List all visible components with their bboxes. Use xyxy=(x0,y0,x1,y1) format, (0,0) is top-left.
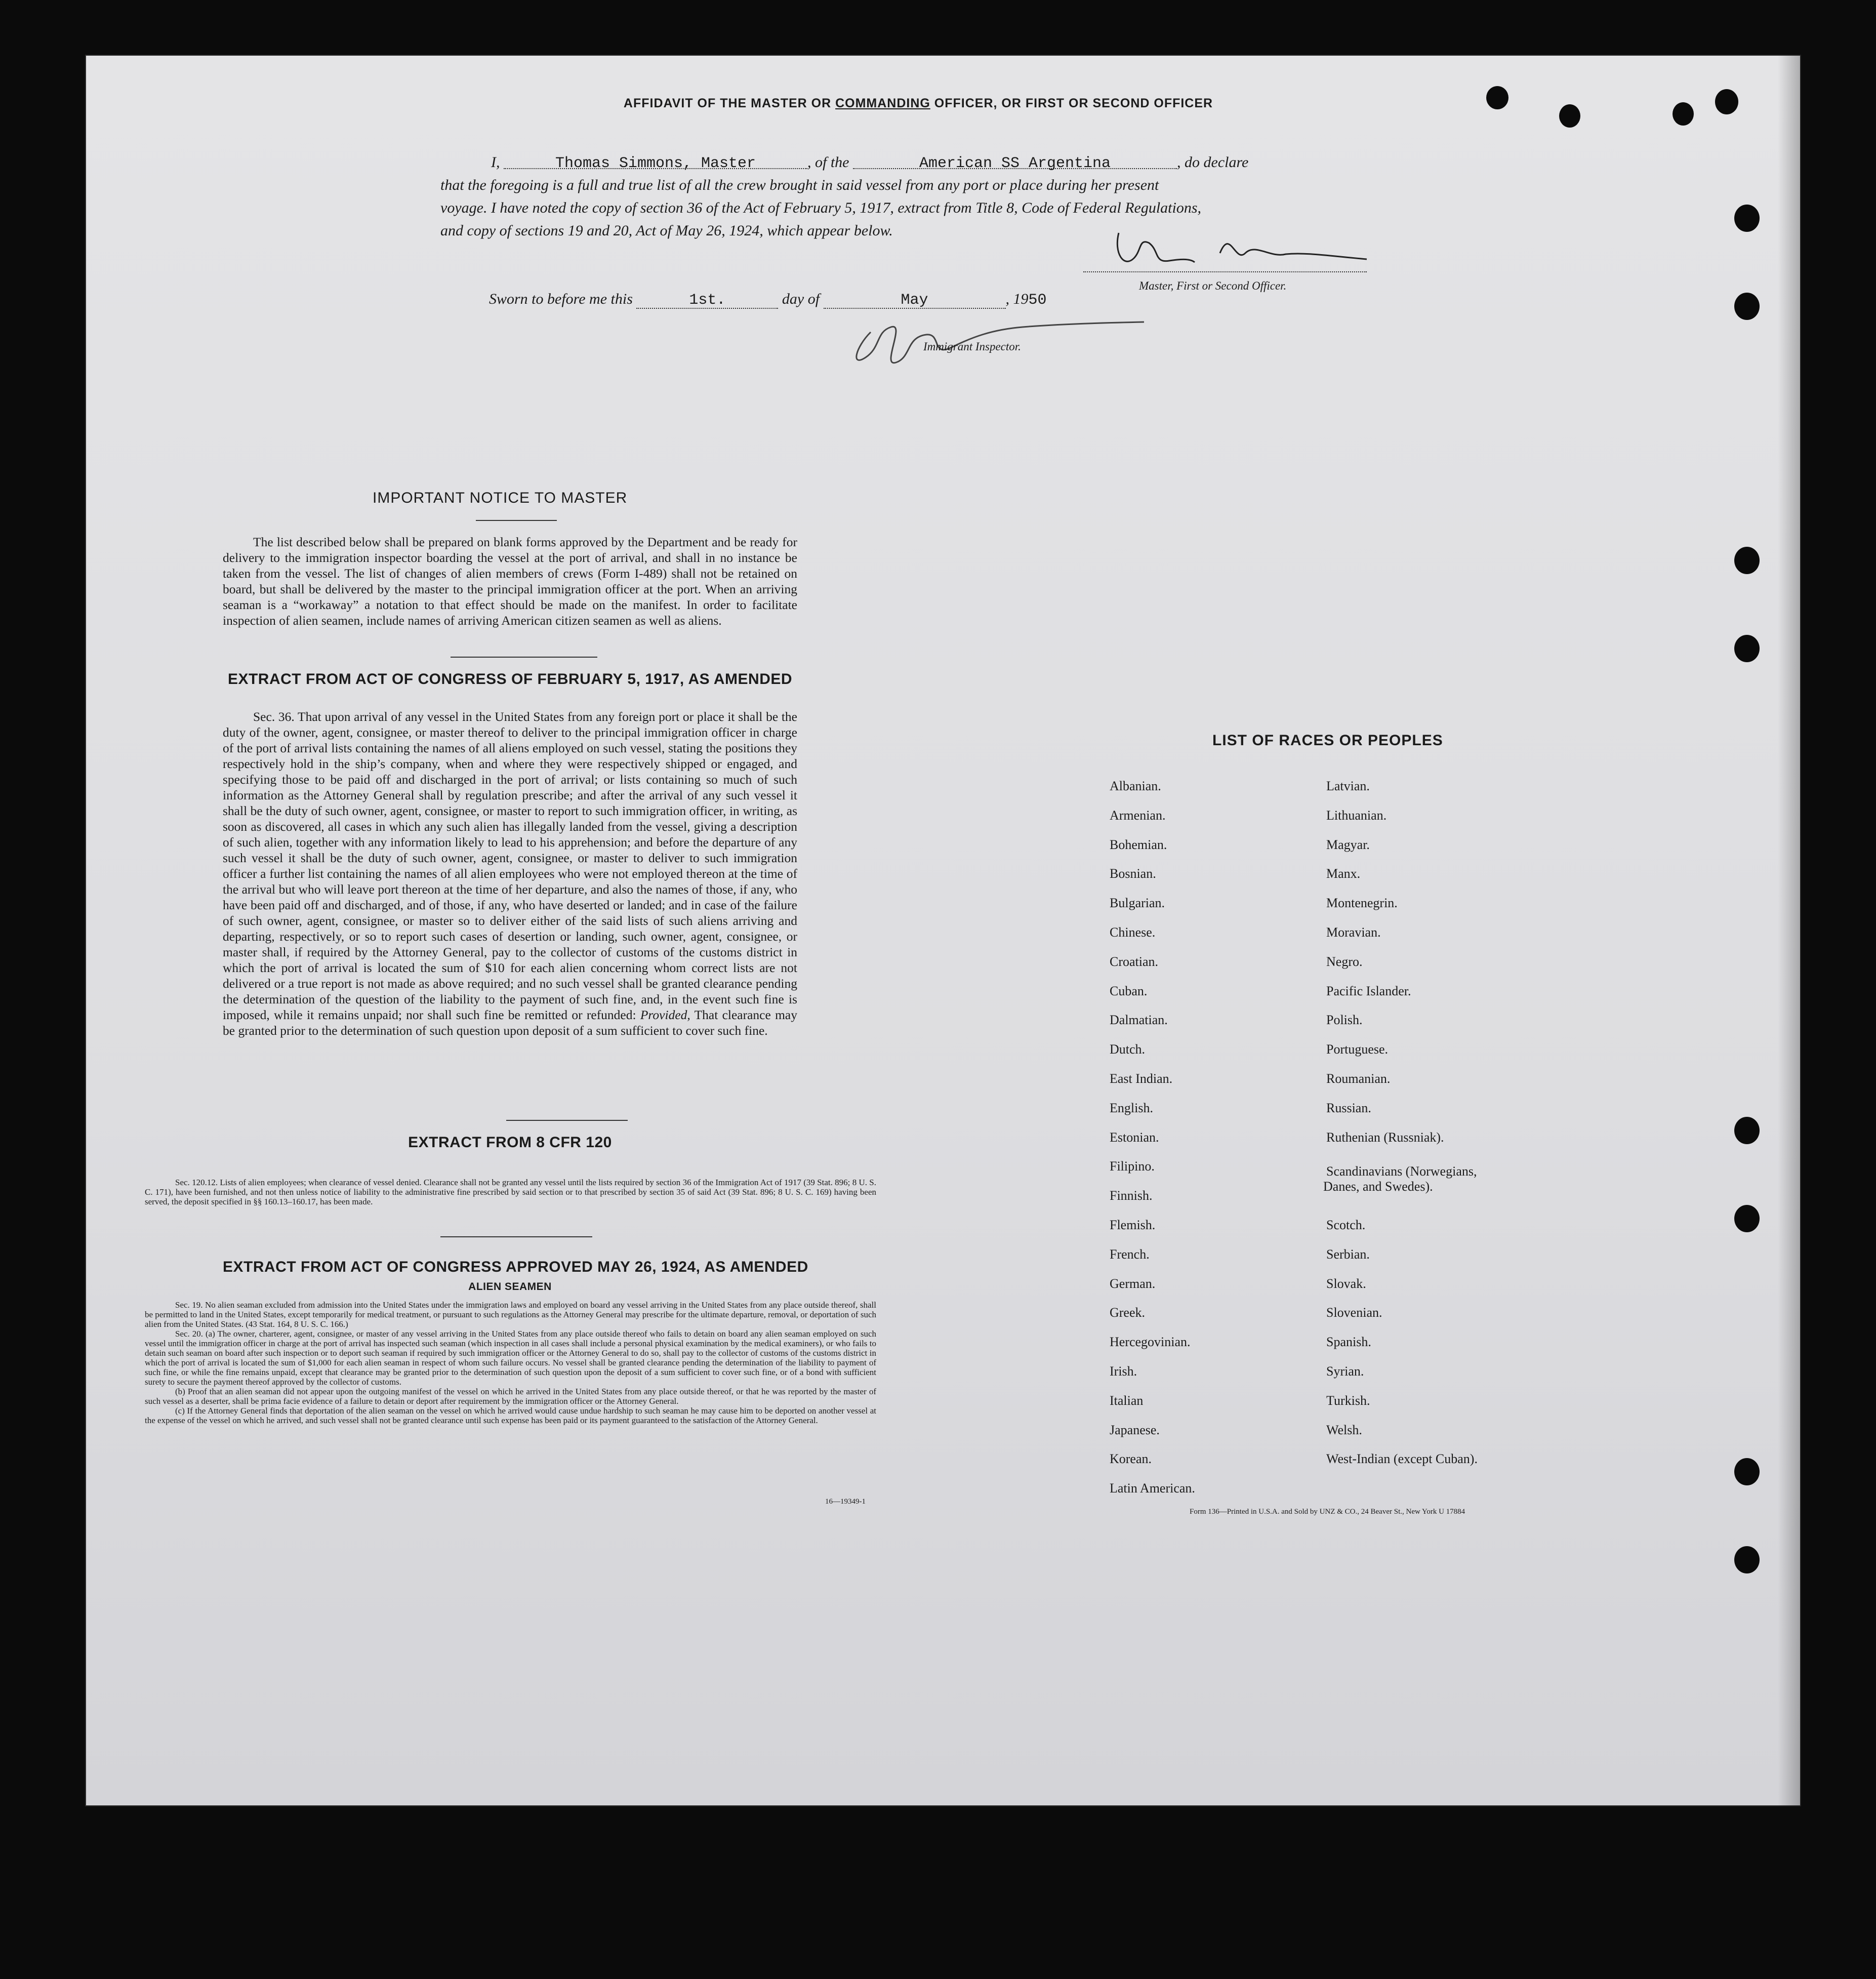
printer-imprint: Form 136—Printed in U.S.A. and Sold by UNZ & CO., 24 Beaver St., New York U 17884 xyxy=(1190,1508,1465,1516)
punch-hole xyxy=(1734,635,1760,662)
race-item: Hercegovinian. xyxy=(1110,1335,1191,1350)
race-item: Japanese. xyxy=(1110,1422,1160,1437)
sworn-month: May xyxy=(901,292,928,309)
act-1924-heading: EXTRACT FROM ACT OF CONGRESS APPROVED MAY 26, 1924, AS AMENDED xyxy=(223,1259,808,1275)
punch-hole xyxy=(1734,293,1760,320)
sworn-day: 1st. xyxy=(689,292,726,309)
race-item: Chinese. xyxy=(1110,925,1156,940)
race-item: Greek. xyxy=(1110,1305,1146,1320)
race-item: Magyar. xyxy=(1326,837,1370,852)
race-item: Manx. xyxy=(1326,866,1361,881)
race-item: Estonian. xyxy=(1110,1129,1159,1145)
race-item: Korean. xyxy=(1110,1451,1152,1467)
punch-hole xyxy=(1734,1546,1760,1573)
punch-hole xyxy=(1734,547,1760,574)
master-name: Thomas Simmons, Master xyxy=(555,155,756,172)
race-item: Armenian. xyxy=(1110,807,1166,823)
notice-text: The list described below shall be prepared on blank forms approved by the Department and be ready for delivery to the immigration inspector boarding the vessel at the port of arrival, and shall in no instance be taken from the vessel. The list of changes of alien members of crews (Form I-489) shall not be retained on board, but shall be delivered by the master to the principal immigration officer at the port. When an arriving seaman is a “workaway” a notation to that effect should be made on the manifest. In order to facilitate inspection of alien seamen, include names of arriving American citizen seamen as well as aliens. xyxy=(223,535,797,628)
race-item: Latvian. xyxy=(1326,779,1370,793)
page-edge-shadow xyxy=(1778,55,1801,1806)
race-item: Roumanian. xyxy=(1326,1071,1391,1086)
race-item: Moravian. xyxy=(1326,925,1381,940)
punch-hole xyxy=(1715,89,1738,114)
race-item: Croatian. xyxy=(1110,954,1159,969)
race-item: Cuban. xyxy=(1110,983,1148,998)
race-item: Flemish. xyxy=(1110,1218,1156,1232)
race-item: Pacific Islander. xyxy=(1326,983,1411,998)
race-item: German. xyxy=(1110,1276,1156,1291)
punch-hole xyxy=(1734,1458,1760,1485)
divider xyxy=(476,520,557,521)
inspector-caption: Immigrant Inspector. xyxy=(923,340,1021,353)
race-item: Scandinavians (Norwegians, xyxy=(1326,1164,1477,1179)
divider xyxy=(451,657,597,658)
race-item: Bohemian. xyxy=(1110,837,1167,852)
race-item: East Indian. xyxy=(1110,1071,1173,1086)
sworn-year: 50 xyxy=(1028,292,1047,309)
race-item: Italian xyxy=(1110,1393,1144,1408)
vessel-name: American SS Argentina xyxy=(919,155,1111,172)
race-item: Negro. xyxy=(1326,954,1363,969)
race-item: English. xyxy=(1110,1100,1153,1115)
race-item: Serbian. xyxy=(1326,1246,1370,1262)
act-1924-text: Sec. 19. No alien seaman excluded from admission into the United States under the immigration laws and employed on board any vessel arriving in the United States from any place outside thereof, shall be permitted to land in the United States, except temporarily for medical treatment, or pursuant to such regulations as the Attorney General may prescribe for the ultimate departure, removal, or deportation of such alien from the United States. (43 Stat. 164, 8 U. S. C. 166.) Sec. 20. (a) The owner, charterer, agent, consignee, or master of any vessel arriving in the United States from any place outside thereof who fails to detain on board any alien seaman employed on such vessel until the immigration officer in charge at the port of arrival has inspected such seaman (which inspection in all cases shall include a personal physical examination by the medical examiners), or who fails to detain such seaman on board after such inspection or to deport such seaman if required by such immigration officer or the Attorney General to do so, shall pay to the collector of customs of the customs district in which the port of arrival is located the sum of $1,000 for each alien seaman in respect of whom such failure occurs. No vessel shall be granted clearance pending the determination of the liability to payment of such fine, or while the fine remains unpaid, except that clearance may be granted prior to the determination of such question upon the deposit of a sum sufficient to cover such fine, or of a bond with sufficient surety to secure the payment thereof approved by the collector of customs. (b) Proof that an alien seaman did not appear upon the outgoing manifest of the vessel on which he arrived in the United States from any place outside thereof, or that he was reported by the master of such vessel as a deserter, shall be prima facie evidence of a failure to detain or deport after requirement by the immigration officer or the Attorney General. (c) If the Attorney General finds that deportation of the alien seaman on the vessel on which he arrived would cause undue hardship to such seaman he may cause him to be deported on another vessel at the expense of the vessel on which he arrived, and such vessel shall not be granted clearance until such expense has been paid or its payment guaranteed to the satisfaction of the Attorney General. xyxy=(145,1300,876,1425)
race-item: Slovenian. xyxy=(1326,1305,1382,1320)
race-item: Portuguese. xyxy=(1326,1042,1389,1057)
divider xyxy=(506,1120,628,1121)
race-item: Slovak. xyxy=(1326,1276,1366,1291)
race-item: Ruthenian (Russniak). xyxy=(1326,1129,1444,1145)
race-item: Finnish. xyxy=(1110,1188,1153,1203)
master-signature-line xyxy=(1083,271,1367,272)
race-item: Bulgarian. xyxy=(1110,896,1165,911)
act-1924-subheading: ALIEN SEAMEN xyxy=(468,1281,552,1293)
punch-hole xyxy=(1734,1205,1760,1232)
declaration-block: I, Thomas Simmons, Master , of the American SS Argentina , do declare that the foregoing is a full and true list of all the crew brought in said vessel from any port or place during her present voyage. I have noted the copy of section 36 of the Act of February 5, 1917, extract from Title 8, Code of Federal Regulations, and copy of sections 19 and 20, Act of May 26, 1924, which appear below. xyxy=(440,151,1397,242)
race-item: Filipino. xyxy=(1110,1159,1155,1174)
sworn-line: Sworn to before me this 1st. day of May , 1950 xyxy=(489,291,1047,309)
cfr-text: Sec. 120.12. Lists of alien employees; when clearance of vessel denied. Clearance shall not be granted any vessel until the lists required by section 36 of the Immigration Act of 1917 (39 Stat. 896; 8 U. S. C. 171), have been furnished, and not then unless notice of liability to the administrative fine prescribed by said section or to that prescribed by section 35 of said Act (39 Stat. 896; 8 U. S. C. 169) having been served, the deposit specified in §§ 160.13–160.17, has been made. xyxy=(145,1178,876,1206)
form-number: 16—19349-1 xyxy=(825,1498,866,1506)
races-heading: LIST OF RACES OR PEOPLES xyxy=(1212,732,1443,749)
race-item: Welsh. xyxy=(1326,1422,1362,1437)
race-item: French. xyxy=(1110,1246,1150,1262)
act-1917-heading: EXTRACT FROM ACT OF CONGRESS OF FEBRUARY 5, 1917, AS AMENDED xyxy=(227,671,793,688)
race-item: Dalmatian. xyxy=(1110,1013,1168,1028)
race-item: Scotch. xyxy=(1326,1218,1366,1232)
affidavit-title: AFFIDAVIT OF THE MASTER OR COMMANDING OFFICER, OR FIRST OR SECOND OFFICER xyxy=(623,96,1213,110)
race-item: Russian. xyxy=(1326,1100,1371,1115)
divider xyxy=(440,1236,592,1237)
punch-hole xyxy=(1734,205,1760,232)
race-item: Montenegrin. xyxy=(1326,896,1398,911)
race-item: Syrian. xyxy=(1326,1364,1364,1379)
punch-hole xyxy=(1673,102,1694,126)
race-item: Bosnian. xyxy=(1110,866,1156,881)
punch-hole xyxy=(1486,86,1508,109)
race-item: Albanian. xyxy=(1110,779,1161,793)
race-item: West-Indian (except Cuban). xyxy=(1326,1451,1478,1467)
race-item: Turkish. xyxy=(1326,1393,1370,1408)
race-item: Latin American. xyxy=(1110,1481,1195,1496)
punch-hole xyxy=(1559,104,1580,128)
race-item: Lithuanian. xyxy=(1326,807,1387,823)
race-item: Spanish. xyxy=(1326,1335,1371,1350)
notice-heading: IMPORTANT NOTICE TO MASTER xyxy=(373,490,628,506)
act-1917-text: Sec. 36. That upon arrival of any vessel in the United States from any foreign port or place it shall be the duty of the owner, agent, consignee, or master thereof to deliver to the principal immigration officer in charge of the port of arrival lists containing the names of all aliens employed on such vessel, stating the positions they respectively hold in the ship’s company, when and where they were respectively shipped or engaged, and specifying those to be paid off and discharged in the port of arrival; or lists containing so much of such information as the Attorney General shall by regulation prescribe; and after the arrival of any such vessel it shall be the duty of such owner, agent, consignee, or master to report to such immigration officer, in writing, as soon as discovered, all cases in which any such alien has illegally landed from the vessel, giving a description of such alien, together with any information likely to lead to his apprehension; and before the departure of any such vessel it shall be the duty of such owner, agent, consignee, or master to deliver to such immigration officer a further list containing the names of all alien employees who were not employed thereon at the time of the arrival but who will leave port thereon at the time of her departure, and also the names of those, if any, who have been paid off and discharged, and of those, if any, who have deserted or landed; and in case of the failure of such owner, agent, consignee, or master so to deliver either of the said lists of such aliens arriving and departing, respectively, or so to report such cases of desertion or landing, such owner, agent, consignee, or master shall, if required by the Attorney General, pay to the collector of customs of the customs district in which the port of arrival is located the sum of $10 for each alien concerning whom correct lists are not delivered or a true report is not made as above required; and no such vessel shall be granted clearance pending the determination of the question of the liability to the payment of such fine, and, in the event such fine is imposed, while it remains unpaid; nor shall such fine be remitted or refunded: Provided, That clearance may be granted prior to the determination of such question upon deposit of a sum sufficient to cover such fine. xyxy=(223,709,797,1038)
race-item: Dutch. xyxy=(1110,1042,1146,1057)
race-item: Danes, and Swedes). xyxy=(1323,1179,1433,1194)
race-item: Polish. xyxy=(1326,1013,1363,1028)
punch-hole xyxy=(1734,1117,1760,1144)
cfr-heading: EXTRACT FROM 8 CFR 120 xyxy=(408,1134,612,1151)
race-item: Irish. xyxy=(1110,1364,1137,1379)
master-signature-caption: Master, First or Second Officer. xyxy=(1139,279,1287,292)
master-signature xyxy=(1104,223,1377,278)
